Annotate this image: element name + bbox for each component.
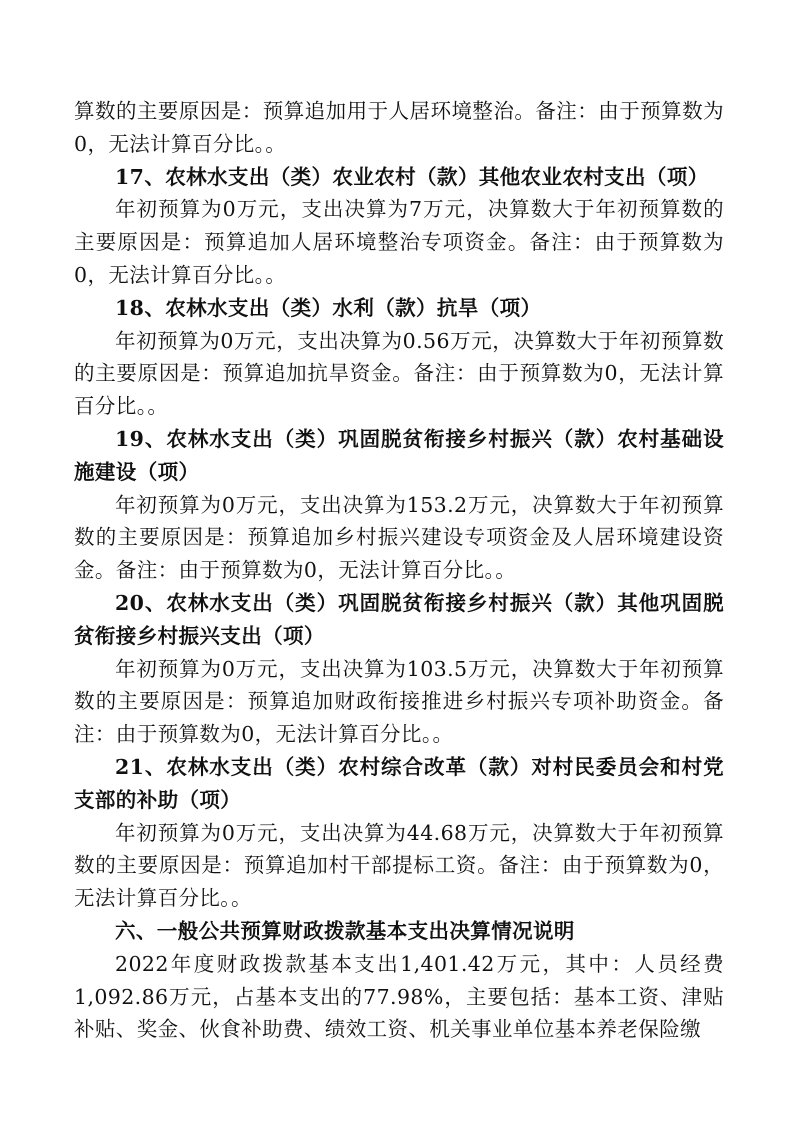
section-heading-19: 19、农林水支出（类）巩固脱贫衔接乡村振兴（款）农村基础设施建设（项）	[74, 426, 724, 484]
paragraph-17: 年初预算为0万元，支出决算为7万元，决算数大于年初预算数的主要原因是：预算追加人居环境整治专项资金。备注：由于预算数为0，无法计算百分比。。	[74, 197, 724, 287]
section-heading-18: 18、农林水支出（类）水利（款）抗旱（项）	[115, 295, 542, 320]
paragraph-18: 年初预算为0万元，支出决算为0.56万元，决算数大于年初预算数的主要原因是：预算追加抗旱资金。备注：由于预算数为0，无法计算百分比。。	[74, 328, 724, 419]
paragraph-basic-expenditure: 2022年度财政拨款基本支出1,401.42万元，其中：人员经费1,092.86万元，占基本支出的77.98%，主要包括：基本工资、津贴补贴、奖金、伙食补助费、绩效工资、机关事业单位基本养老保险缴	[74, 951, 724, 1042]
document-body	[74, 95, 724, 1046]
section-heading-21: 21、农林水支出（类）农村综合改革（款）对村民委员会和村党支部的补助（项）	[74, 754, 724, 812]
section-heading-20: 20、农林水支出（类）巩固脱贫衔接乡村振兴（款）其他巩固脱贫衔接乡村振兴支出（项）	[74, 590, 724, 648]
paragraph-19: 年初预算为0万元，支出决算为153.2万元，决算数大于年初预算数的主要原因是：预算追加乡村振兴建设专项资金及人居环境建设资金。备注：由于预算数为0，无法计算百分比。。	[74, 492, 724, 583]
paragraph-20: 年初预算为0万元，支出决算为103.5万元，决算数大于年初预算数的主要原因是：预算追加财政衔接推进乡村振兴专项补助资金。备注：由于预算数为0，无法计算百分比。。	[74, 656, 724, 747]
section-heading-6: 六、一般公共预算财政拨款基本支出决算情况说明	[115, 918, 575, 943]
paragraph-21: 年初预算为0万元，支出决算为44.68万元，决算数大于年初预算数的主要原因是：预算追加村干部提标工资。备注：由于预算数为0，无法计算百分比。。	[74, 820, 724, 911]
paragraph-continuation: 算数的主要原因是：预算追加用于人居环境整治。备注：由于预算数为0，无法计算百分比。。	[74, 99, 724, 156]
section-heading-17: 17、农林水支出（类）农业农村（款）其他农业农村支出（项）	[115, 164, 709, 189]
